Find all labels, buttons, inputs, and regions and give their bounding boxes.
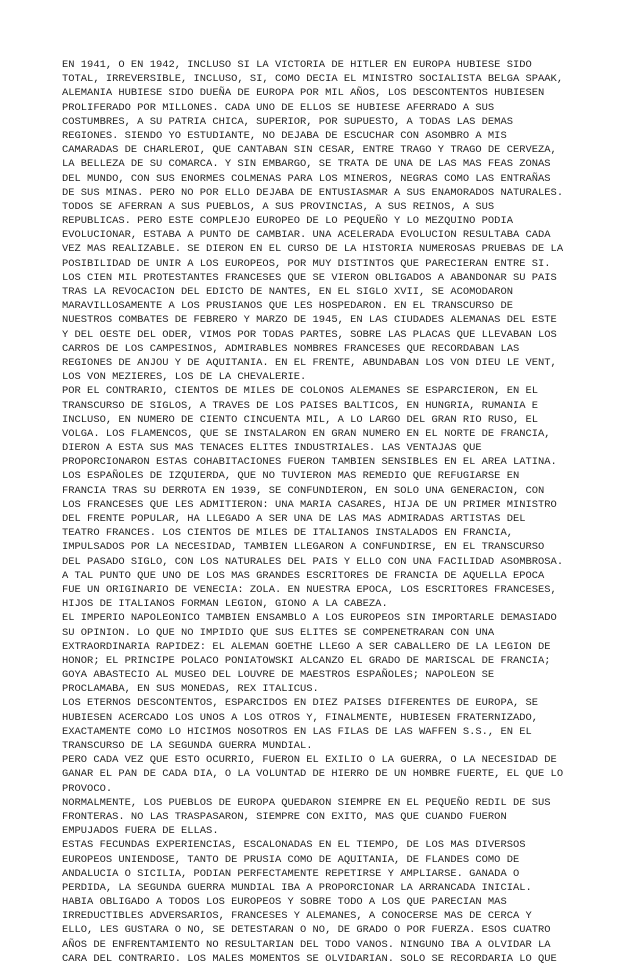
text-line: LOS FRANCESES QUE LES ADMITIERON: UNA MARIA CASARES, HIJA DE UN PRIMER MINISTRO	[62, 498, 557, 511]
text-line: CAMARADAS DE CHARLEROI, QUE CANTABAN SIN CESAR, ENTRE TRAGO Y TRAGO DE CERVEZA,	[62, 144, 557, 157]
text-line: AÑOS DE ENFRENTAMIENTO NO RESULTARIAN DEL TODO VANOS. NINGUNO IBA A OLVIDAR LA	[62, 938, 551, 951]
text-line: ESTAS FECUNDAS EXPERIENCIAS, ESCALONADAS EN EL TIEMPO, DE LOS MAS DIVERSOS	[62, 839, 526, 852]
text-line: REPUBLICAS. PERO ESTE COMPLEJO EUROPEO DE LO PEQUEÑO Y LO MEZQUINO PODIA	[62, 215, 513, 228]
text-line: DEL FRENTE POPULAR, HA LLEGADO A SER UNA DE LAS MAS ADMIRADAS ARTISTAS DEL	[62, 513, 526, 525]
text-line: EL IMPERIO NAPOLEONICO TAMBIEN ENSAMBLO A LOS EUROPEOS SIN IMPORTARLE DEMASIADO	[62, 612, 557, 625]
text-line: COSTUMBRES, A SU PATRIA CHICA, SUPERIOR, POR SUPUESTO, A TODAS LAS DEMAS	[62, 115, 513, 128]
text-line: LOS ETERNOS DESCONTENTOS, ESPARCIDOS EN DIEZ PAISES DIFERENTES DE EUROPA, SE	[62, 697, 539, 710]
text-line: MARAVILLOSAMENTE A LOS PRUSIANOS QUE LES HOSPEDARON. EN EL TRANSCURSO DE	[62, 300, 513, 313]
text-line: LOS VON MEZIERES, LOS DE LA CHEVALERIE.	[62, 371, 307, 384]
text-line: EXACTAMENTE COMO LO HICIMOS NOSOTROS EN LAS FILAS DE LAS WAFFEN S.S., EN EL	[62, 725, 532, 738]
text-line: PROPORCIONARON ESTAS COHABITACIONES FUERON TAMBIEN SENSIBLES EN EL AREA LATINA.	[62, 456, 557, 469]
text-line: REGIONES. SIENDO YO ESTUDIANTE, NO DEJABA DE ESCUCHAR CON ASOMBRO A MIS	[62, 129, 507, 142]
text-line: CARROS DE LOS CAMPESINOS, ADMIRABLES NOMBRES FRANCESES QUE RECORDABAN LAS	[62, 342, 520, 355]
text-line: DE SUS MINAS. PERO NO POR ELLO DEJABA DE ENTUSIASMAR A SUS ENAMORADOS NATURALES.	[62, 186, 564, 199]
text-line: A TAL PUNTO QUE UNO DE LOS MAS GRANDES ESCRITORES DE FRANCIA DE AQUELLA EPOCA	[62, 569, 545, 582]
text-line: HONOR; EL PRINCIPE POLACO PONIATOWSKI ALCANZO EL GRADO DE MARISCAL DE FRANCIA;	[62, 654, 551, 667]
text-line: LA BELLEZA DE SU COMARCA. Y SIN EMBARGO, SE TRATA DE UNA DE LAS MAS FEAS ZONAS	[62, 158, 551, 171]
text-line: TRANSCURSO DE SIGLOS, A TRAVES DE LOS PAISES BALTICOS, EN HUNGRIA, RUMANIA E	[62, 399, 539, 412]
text-line: HIJOS DE ITALIANOS FORMAN LEGION, GIONO A LA CABEZA.	[62, 598, 388, 611]
text-line: VEZ MAS REALIZABLE. SE DIERON EN EL CURSO DE LA HISTORIA NUMEROSAS PRUEBAS DE LA	[62, 243, 564, 256]
text-line: FUE UN ORIGINARIO DE VENECIA: ZOLA. EN NUESTRA EPOCA, LOS ESCRITORES FRANCESES,	[62, 583, 557, 596]
text-line: ELLO, LES GUSTARA O NO, SE DETESTARAN O NO, DE GRADO O POR FUERZA. ESOS CUATRO	[62, 924, 551, 937]
text-line: TRANSCURSO DE LA SEGUNDA GUERRA MUNDIAL.	[62, 740, 313, 752]
text-line: DEL PASADO SIGLO, CON LOS NATURALES DEL PAIS Y ELLO CON UNA FACILIDAD ASOMBROSA.	[62, 555, 564, 568]
text-line: EXTRAORDINARIA RAPIDEZ: EL ALEMAN GOETHE LLEGO A SER CABALLERO DE LA LEGION DE	[62, 640, 551, 653]
text-line: PROVOCO.	[62, 782, 113, 795]
text-line: NORMALMENTE, LOS PUEBLOS DE EUROPA QUEDARON SIEMPRE EN EL PEQUEÑO REDIL DE SUS	[62, 796, 551, 809]
text-line: POSIBILIDAD DE UNIR A LOS EUROPEOS, POR MUY DISTINTOS QUE PARECIERAN ENTRE SI.	[62, 257, 551, 270]
text-line: IRREDUCTIBLES ADVERSARIOS, FRANCESES Y ALEMANES, A CONOCERSE MAS DE CERCA Y	[62, 910, 532, 923]
text-line: INCLUSO, EN NUMERO DE CIENTO CINCUENTA MIL, A LO LARGO DEL GRAN RIO RUSO, EL	[62, 413, 539, 426]
text-line: ANDALUCIA O SICILIA, PODIAN PERFECTAMENTE REPETIRSE Y AMPLIARSE. GANADA O	[62, 867, 520, 880]
text-line: TOTAL, IRREVERSIBLE, INCLUSO, SI, COMO DECIA EL MINISTRO SOCIALISTA BELGA SPAAK,	[62, 73, 564, 86]
text-line: SU OPINION. LO QUE NO IMPIDIO QUE SUS ELITES SE COMPENETRARAN CON UNA	[62, 626, 495, 639]
text-line: TODOS SE AFERRAN A SUS PUEBLOS, A SUS PROVINCIAS, A SUS REINOS, A SUS	[62, 200, 495, 213]
text-line: LOS ESPAÑOLES DE IZQUIERDA, QUE NO TUVIERON MAS REMEDIO QUE REFUGIARSE EN	[62, 470, 520, 483]
text-line: EN 1941, O EN 1942, INCLUSO SI LA VICTORIA DE HITLER EN EUROPA HUBIESE SIDO	[62, 59, 532, 71]
text-line: HABIA OBLIGADO A TODOS LOS EUROPEOS Y SOBRE TODO A LOS QUE PARECIAN MAS	[62, 896, 507, 909]
document-body-text	[62, 58, 582, 966]
text-line: GANAR EL PAN DE CADA DIA, O LA VOLUNTAD DE HIERRO DE UN HOMBRE FUERTE, EL QUE LO	[62, 768, 564, 781]
text-line: FRONTERAS. NO LAS TRASPASARON, SIEMPRE CON EXITO, MAS QUE CUANDO FUERON	[62, 810, 507, 823]
text-line: PERDIDA, LA SEGUNDA GUERRA MUNDIAL IBA A PROPORCIONAR LA ARRANCADA INICIAL.	[62, 881, 532, 894]
text-line: POR EL CONTRARIO, CIENTOS DE MILES DE COLONOS ALEMANES SE ESPARCIERON, EN EL	[62, 385, 539, 398]
text-line: VOLGA. LOS FLAMENCOS, QUE SE INSTALARON EN GRAN NUMERO EN EL NORTE DE FRANCIA,	[62, 427, 551, 440]
text-line: EMPUJADOS FUERA DE ELLAS.	[62, 825, 219, 838]
text-line: CARA DEL CONTRARIO. LOS MALES MOMENTOS SE OLVIDARIAN. SOLO SE RECORDARIA LO QUE	[62, 952, 557, 965]
text-line: PROCLAMABA, EN SUS MONEDAS, REX ITALICUS.	[62, 683, 319, 696]
text-line: FRANCIA TRAS SU DERROTA EN 1939, SE CONFUNDIERON, EN SOLO UNA GENERACION, CON	[62, 484, 545, 497]
text-line: EUROPEOS UNIENDOSE, TANTO DE PRUSIA COMO DE AQUITANIA, DE FLANDES COMO DE	[62, 853, 520, 866]
text-line: TRAS LA REVOCACION DEL EDICTO DE NANTES, EN EL SIGLO XVII, SE ACOMODARON	[62, 286, 513, 298]
text-line: ALEMANIA HUBIESE SIDO DUEÑA DE EUROPA POR MIL AÑOS, LOS DESCONTENTOS HUBIESEN	[62, 87, 545, 100]
text-line: PROLIFERADO POR MILLONES. CADA UNO DE ELLOS SE HUBIESE AFERRADO A SUS	[62, 101, 495, 114]
text-line: HUBIESEN ACERCADO LOS UNOS A LOS OTROS Y, FINALMENTE, HUBIESEN FRATERNIZADO,	[62, 711, 539, 724]
text-line: DEL MUNDO, CON SUS ENORMES COLMENAS PARA LOS MINEROS, NEGRAS COMO LAS ENTRAÑAS	[62, 172, 551, 185]
text-line: NUESTROS COMBATES DE FEBRERO Y MARZO DE 1945, EN LAS CIUDADES ALEMANAS DEL ESTE	[62, 314, 557, 327]
text-line: PERO CADA VEZ QUE ESTO OCURRIO, FUERON EL EXILIO O LA GUERRA, O LA NECESIDAD DE	[62, 754, 557, 767]
text-line: Y DEL OESTE DEL ODER, VIMOS POR TODAS PARTES, SOBRE LAS PLACAS QUE LLEVABAN LOS	[62, 328, 557, 341]
text-line: DIERON A ESTA SUS MAS TENACES ELITES INDUSTRIALES. LAS VENTAJAS QUE	[62, 442, 482, 455]
text-line: EVOLUCIONAR, ESTABA A PUNTO DE CAMBIAR. UNA ACELERADA EVOLUCION RESULTABA CADA	[62, 229, 551, 242]
text-line: GOYA ABASTECIO AL MUSEO DEL LOUVRE DE MAESTROS ESPAÑOLES; NAPOLEON SE	[62, 669, 495, 682]
text-line: LOS CIEN MIL PROTESTANTES FRANCESES QUE SE VIERON OBLIGADOS A ABANDONAR SU PAIS	[62, 271, 557, 284]
text-line: REGIONES DE ANJOU Y DE AQUITANIA. EN EL FRENTE, ABUNDABAN LOS VON DIEU LE VENT,	[62, 356, 557, 369]
text-line: IMPULSADOS POR LA NECESIDAD, TAMBIEN LLEGARON A CONFUNDIRSE, EN EL TRANSCURSO	[62, 541, 545, 554]
text-line: TEATRO FRANCES. LOS CIENTOS DE MILES DE ITALIANOS INSTALADOS EN FRANCIA,	[62, 527, 513, 540]
